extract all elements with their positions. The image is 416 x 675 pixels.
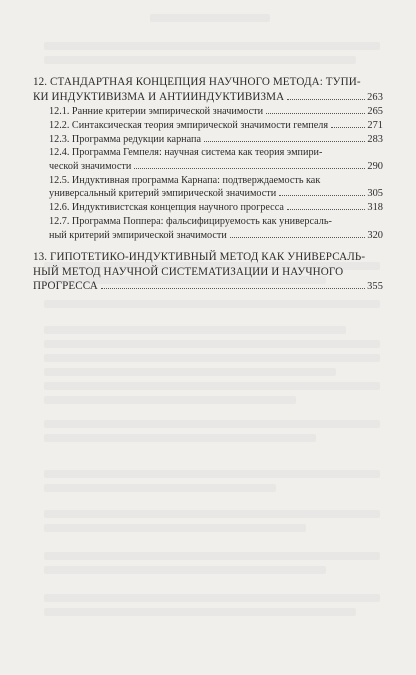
section-12-4-title-line-1: 12.4. Программа Гемпеля: научная система как теория эмпири- bbox=[49, 147, 323, 159]
toc-section-12-1 bbox=[33, 105, 383, 119]
dot-leader bbox=[331, 127, 365, 128]
section-12-4-page-number: 290 bbox=[367, 161, 383, 172]
dot-leader bbox=[204, 141, 365, 142]
toc-section-12-6 bbox=[33, 201, 383, 215]
toc-section-12-3 bbox=[33, 133, 383, 147]
section-12-5-title-line-2: универсальный критерий эмпирической значимости bbox=[49, 188, 277, 200]
section-12-1-page-number: 265 bbox=[367, 106, 383, 118]
chapter-13-title-line-3 bbox=[33, 279, 383, 295]
dot-leader bbox=[101, 288, 365, 289]
toc-section-12-7 bbox=[33, 215, 383, 242]
dot-leader bbox=[287, 99, 365, 100]
chapter-12-title-line-2-text: КИ ИНДУКТИВИЗМА И АНТИИНДУКТИВИЗМА bbox=[33, 90, 285, 103]
toc-section-12-4 bbox=[33, 146, 383, 173]
toc-section-12-5 bbox=[33, 174, 383, 201]
chapter-12-title-line-2 bbox=[33, 90, 383, 106]
toc-section-12-2 bbox=[33, 119, 383, 133]
chapter-12-title-line-1: 12. СТАНДАРТНАЯ КОНЦЕПЦИЯ НАУЧНОГО МЕТОДА: ТУПИ- bbox=[33, 76, 361, 88]
chapter-13-title-line-3-text: ПРОГРЕССА bbox=[33, 280, 98, 293]
toc-chapter-12 bbox=[33, 75, 383, 105]
toc-chapter-13 bbox=[33, 250, 383, 295]
section-12-1-title: 12.1. Ранние критерии эмпирической значимости bbox=[49, 106, 264, 118]
dot-leader bbox=[230, 237, 366, 238]
table-of-contents bbox=[33, 75, 383, 295]
chapter-12-page-number: 263 bbox=[367, 91, 383, 103]
section-12-4-title-line-2: ческой значимости bbox=[49, 161, 132, 172]
chapter-13-title-line-1: 13. ГИПОТЕТИКО-ИНДУКТИВНЫЙ МЕТОД КАК УНИВЕРСАЛЬ- bbox=[33, 251, 366, 264]
section-12-2-title: 12.2. Синтаксическая теория эмпирической значимости гемпеля bbox=[49, 119, 329, 131]
section-12-5-title-line-1: 12.5. Индуктивная программа Карнапа: подтверждаемость как bbox=[49, 174, 321, 186]
section-12-5-page-number: 305 bbox=[367, 188, 383, 200]
section-12-7-title-line-1: 12.7. Программа Поппера: фальсифицируемость как универсаль- bbox=[49, 215, 332, 227]
section-12-3-title: 12.3. Программа редукции карнапа bbox=[49, 133, 201, 145]
chapter-13-page-number: 355 bbox=[367, 281, 383, 293]
chapter-13-title-line-2: НЫЙ МЕТОД НАУЧНОЙ СИСТЕМАТИЗАЦИИ И НАУЧНОГО bbox=[33, 265, 344, 278]
section-12-7-page-number: 320 bbox=[367, 229, 383, 241]
dot-leader bbox=[287, 209, 366, 210]
dot-leader bbox=[134, 168, 365, 169]
dot-leader bbox=[279, 195, 365, 196]
section-12-6-title: 12.6. Индуктивистская концепция научного прогресса bbox=[49, 202, 284, 214]
section-12-2-page-number: 271 bbox=[367, 119, 383, 131]
section-12-7-title-line-2: ный критерий эмпирической значимости bbox=[49, 229, 227, 241]
section-12-3-page-number: 283 bbox=[367, 133, 383, 145]
section-12-6-page-number: 318 bbox=[367, 202, 383, 214]
dot-leader bbox=[266, 113, 365, 114]
